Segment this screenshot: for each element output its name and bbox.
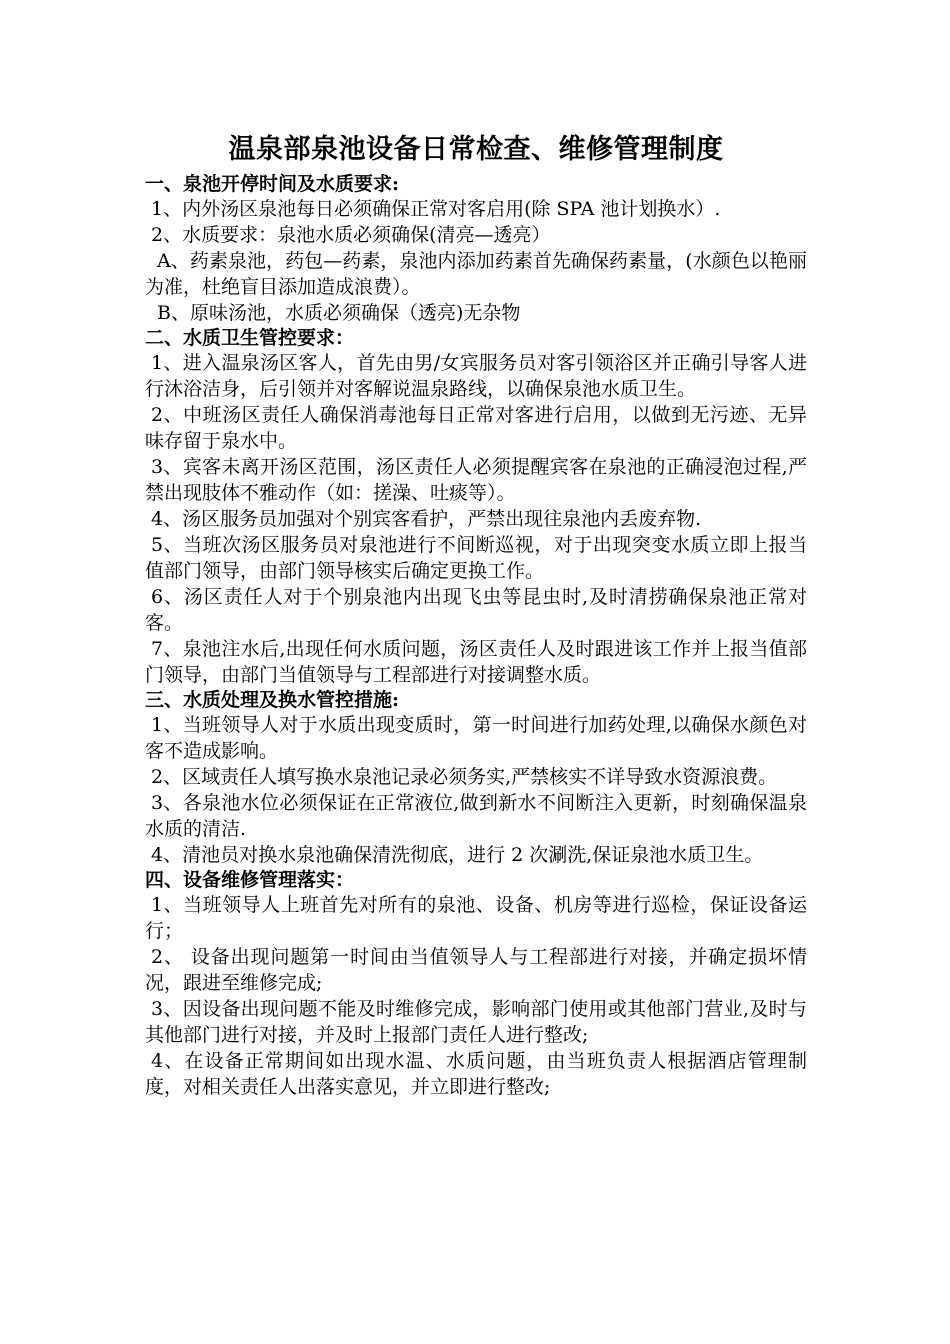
section-2 (145, 326, 807, 688)
paragraph: 6、汤区责任人对于个别泉池内出现飞虫等昆虫时,及时清捞确保泉池正常对客。 (145, 586, 807, 634)
document-title: 温泉部泉池设备日常检查、维修管理制度 (228, 134, 724, 165)
paragraph: 1、进入温泉汤区客人，首先由男/女宾服务员对客引领浴区并正确引导客人进行沐浴洁身，后引领并对客解说温泉路线，以确保泉池水质卫生。 (145, 352, 807, 400)
paragraph: 7、泉池注水后,出现任何水质问题，汤区责任人及时跟进该工作并上报当值部门领导，由部门当值领导与工程部进行对接调整水质。 (145, 638, 807, 686)
paragraph: 3、各泉池水位必须保证在正常液位,做到新水不间断注入更新，时刻确保温泉水质的清洁. (145, 792, 807, 840)
paragraph: 2、水质要求：泉池水质必须确保(清亮—透亮） (151, 224, 551, 246)
section-heading: 四、设备维修管理落实： (145, 869, 355, 891)
paragraph: A、药素泉池，药包—药素，泉池内添加药素首先确保药素量，(水颜色以艳丽为准，杜绝盲目添加造成浪费）。 (145, 250, 807, 298)
section-heading: 二、水质卫生管控要求： (145, 327, 355, 349)
paragraph: 2、中班汤区责任人确保消毒池每日正常对客进行启用，以做到无污迹、无异味存留于泉水中。 (145, 404, 807, 452)
paragraph: 2、区域责任人填写换水泉池记录必须务实,严禁核实不详导致水资源浪费。 (151, 766, 778, 788)
paragraph: 1、内外汤区泉池每日必须确保正常对客启用(除 SPA 池计划换水）. (151, 198, 721, 220)
paragraph: 1、当班领导人对于水质出现变质时，第一时间进行加药处理,以确保水颜色对客不造成影响。 (145, 714, 807, 762)
section-heading: 一、泉池开停时间及水质要求: (145, 173, 400, 195)
paragraph: 3、宾客未离开汤区范围，汤区责任人必须提醒宾客在泉池的正确浸泡过程,严禁出现肢体不雅动作（如：搓澡、吐痰等）。 (145, 456, 807, 504)
paragraph: 1、当班领导人上班首先对所有的泉池、设备、机房等进行巡检，保证设备运行； (145, 894, 807, 942)
paragraph: 2、 设备出现问题第一时间由当值领导人与工程部进行对接，并确定损坏情况，跟进至维修完成; (145, 946, 807, 994)
paragraph: 5、当班次汤区服务员对泉池进行不间断巡视，对于出现突变水质立即上报当值部门领导，由部门领导核实后确定更换工作。 (145, 534, 807, 582)
document-page (145, 130, 807, 1100)
paragraph: 3、因设备出现问题不能及时维修完成，影响部门使用或其他部门营业,及时与其他部门进行对接，并及时上报部门责任人进行整改; (145, 998, 807, 1046)
section-3 (145, 688, 807, 868)
paragraph: B、原味汤池，水质必须确保（透亮)无杂物 (157, 302, 521, 324)
section-1 (145, 172, 807, 326)
section-heading: 三、水质处理及换水管控措施: (145, 689, 400, 711)
paragraph: 4、清池员对换水泉池确保清洗彻底，进行 2 次涮洗,保证泉池水质卫生。 (151, 844, 764, 866)
paragraph: 4、汤区服务员加强对个别宾客看护，严禁出现往泉池内丢废弃物. (151, 508, 702, 530)
section-4 (145, 868, 807, 1100)
paragraph: 4、在设备正常期间如出现水温、水质问题，由当班负责人根据酒店管理制度，对相关责任人出落实意见，并立即进行整改; (145, 1050, 807, 1098)
